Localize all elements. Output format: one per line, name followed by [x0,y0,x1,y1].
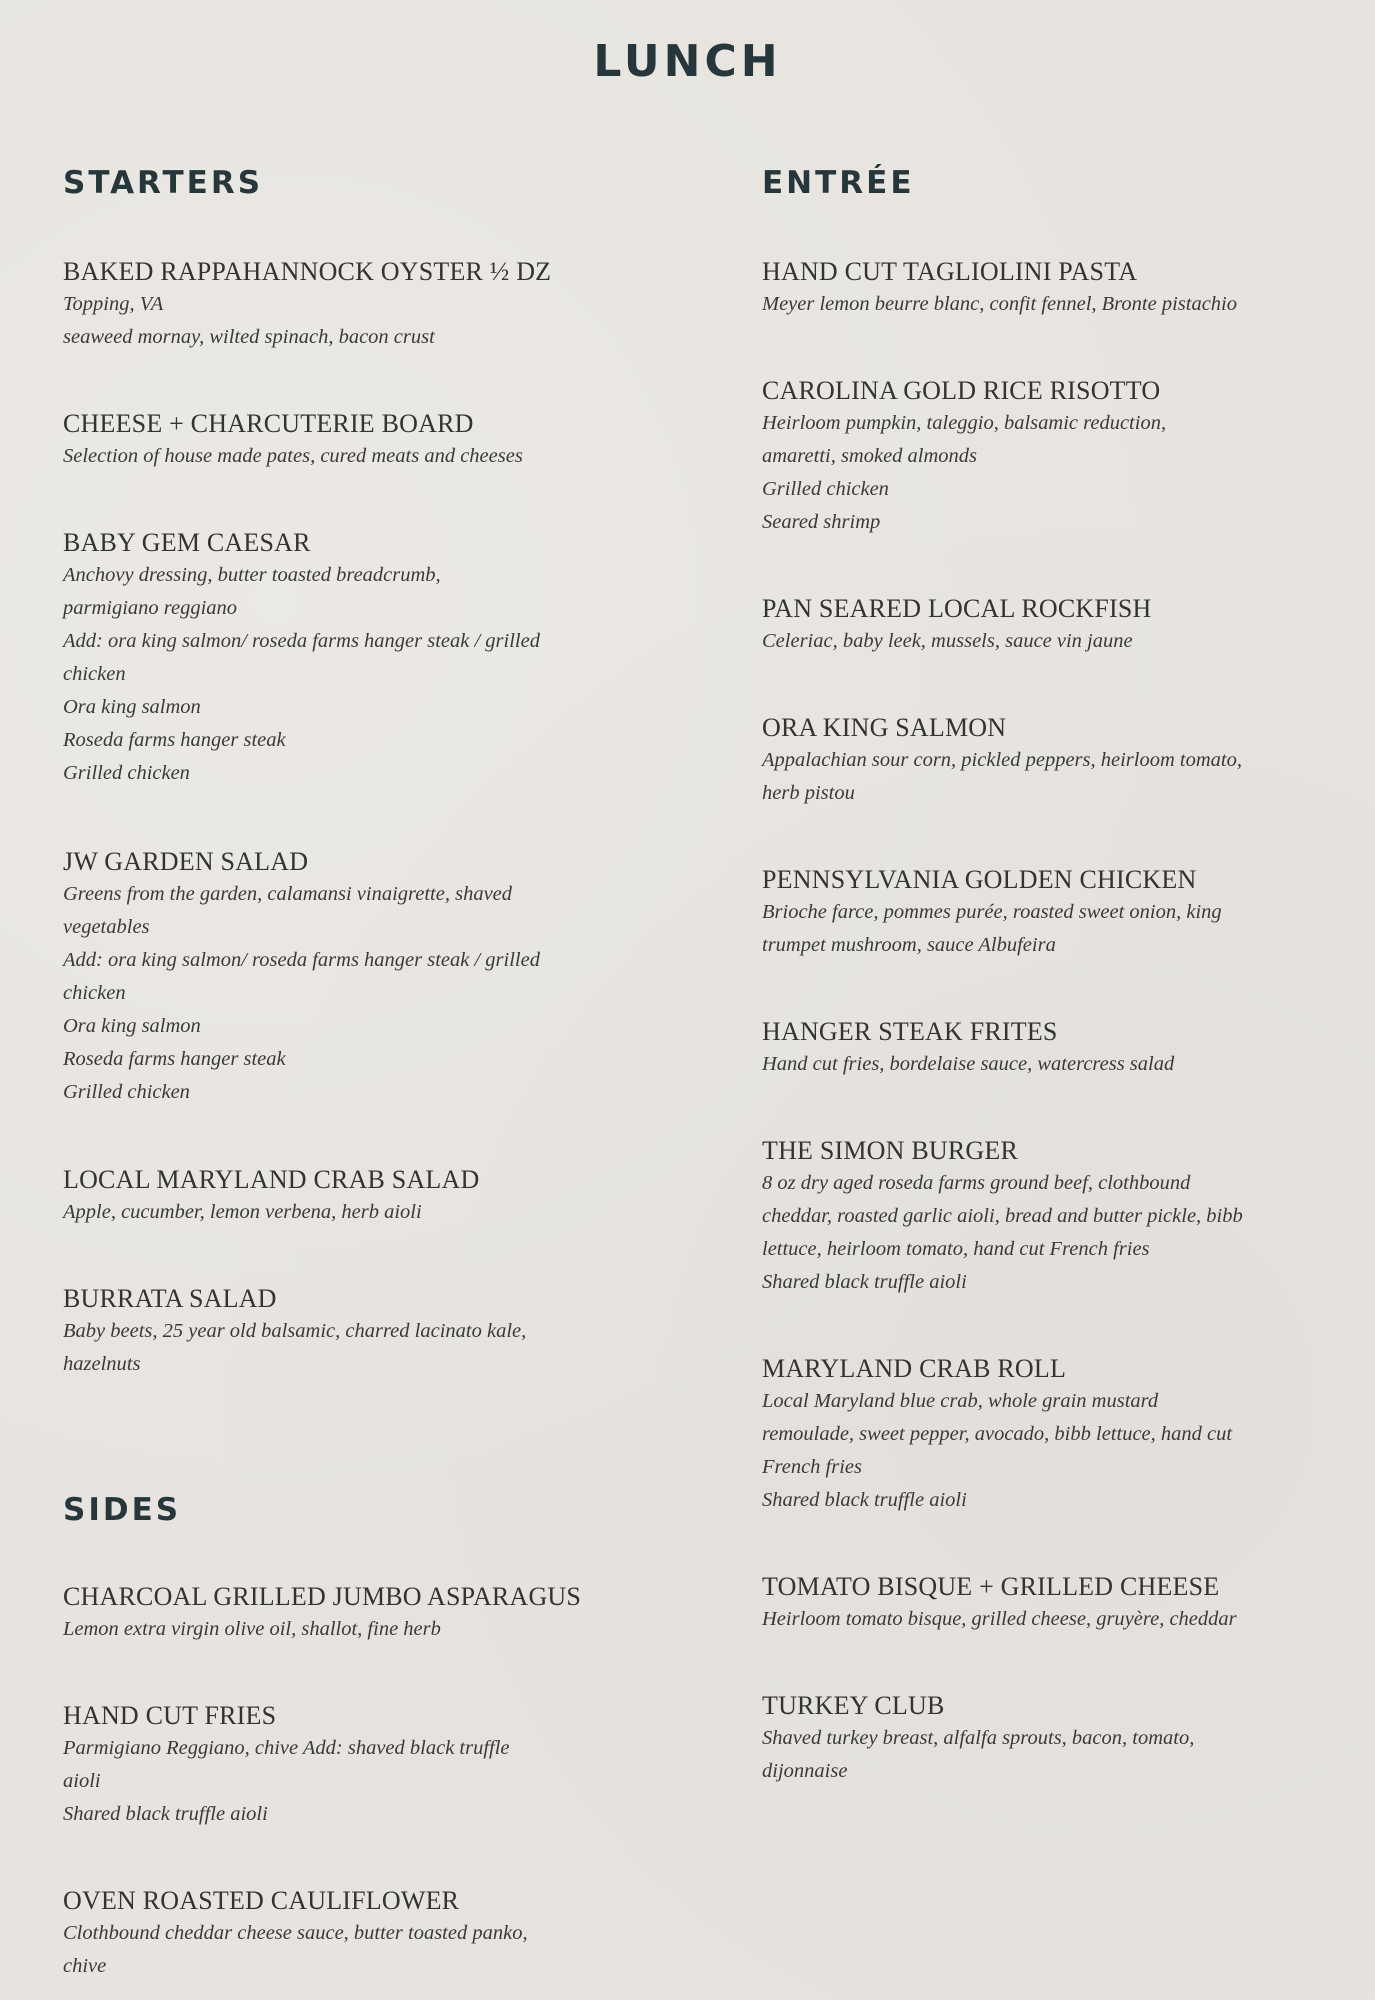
menu-item-name: JW GARDEN SALAD [63,847,309,876]
menu-item [762,1134,1332,1299]
menu-item-description: Heirloom pumpkin, taleggio, balsamic reduction, [762,412,1167,434]
menu-item-description: Topping, VA [63,293,164,315]
menu-item-option: Roseda farms hanger steak [63,729,286,751]
menu-item-description: chicken [63,982,126,1004]
menu-item-description: vegetables [63,916,150,938]
menu-item-name: MARYLAND CRAB ROLL [762,1354,1067,1383]
section-heading-sides: SIDES [63,1492,182,1528]
menu-item-option: Roseda farms hanger steak [63,1048,286,1070]
menu-item-name: CAROLINA GOLD RICE RISOTTO [762,376,1161,405]
menu-item-description: lettuce, heirloom tomato, hand cut French fries [762,1238,1150,1260]
page-title: LUNCH [593,36,782,87]
menu-item-option: Shared black truffle aioli [762,1271,967,1293]
menu-item-option: Grilled chicken [762,478,889,500]
menu-item-description: herb pistou [762,782,855,804]
menu-item [63,255,633,354]
menu-item-name: OVEN ROASTED CAULIFLOWER [63,1886,460,1915]
menu-item [63,1163,633,1229]
menu-item-description: Local Maryland blue crab, whole grain mustard [762,1390,1159,1412]
menu-item [63,1699,633,1831]
menu-item-description: Appalachian sour corn, pickled peppers, heirloom tomato, [762,749,1242,771]
menu-item-option: Grilled chicken [63,1081,190,1103]
menu-item [63,1580,633,1646]
menu-item-option: Shared black truffle aioli [762,1489,967,1511]
menu-item-description: hazelnuts [63,1353,141,1375]
section-heading-starters: STARTERS [63,165,264,201]
menu-item-name: HAND CUT TAGLIOLINI PASTA [762,257,1138,286]
menu-item-description: chicken [63,663,126,685]
menu-item-description: Hand cut fries, bordelaise sauce, watercress salad [762,1053,1175,1075]
menu-item-description: trumpet mushroom, sauce Albufeira [762,934,1056,956]
menu-item-name: BAKED RAPPAHANNOCK OYSTER ½ DZ [63,257,552,286]
menu-item-description: Celeriac, baby leek, mussels, sauce vin jaune [762,630,1133,652]
menu-item-description: aioli [63,1770,101,1792]
menu-item-option: Ora king salmon [63,1015,201,1037]
menu-item-description: parmigiano reggiano [63,597,238,619]
menu-item [63,526,633,790]
menu-item-description: Apple, cucumber, lemon verbena, herb aioli [63,1201,422,1223]
menu-item-name: BABY GEM CAESAR [63,528,311,557]
menu-item-description: cheddar, roasted garlic aioli, bread and butter pickle, bibb [762,1205,1243,1227]
menu-item [762,711,1332,810]
menu-item-description: remoulade, sweet pepper, avocado, bibb lettuce, hand cut [762,1423,1233,1445]
section-heading-entree: ENTRÉE [762,165,915,201]
menu-item-description: dijonnaise [762,1760,848,1782]
menu-item-description: Lemon extra virgin olive oil, shallot, fine herb [63,1618,441,1640]
menu-item-description: amaretti, smoked almonds [762,445,978,467]
menu-item-description: Heirloom tomato bisque, grilled cheese, gruyère, cheddar [762,1608,1237,1630]
menu-item-description: Brioche farce, pommes purée, roasted sweet onion, king [762,901,1222,923]
menu-item [762,1015,1332,1081]
menu-item-name: HANGER STEAK FRITES [762,1017,1058,1046]
menu-item-description: Add: ora king salmon/ roseda farms hanger steak / grilled [63,949,540,971]
menu-item [762,592,1332,658]
menu-item-description: Baby beets, 25 year old balsamic, charred lacinato kale, [63,1320,527,1342]
menu-item-name: TOMATO BISQUE + GRILLED CHEESE [762,1572,1220,1601]
menu-item [63,1884,633,1983]
menu-item [762,1570,1332,1636]
menu-item-description: Meyer lemon beurre blanc, confit fennel, Bronte pistachio [762,293,1237,315]
menu-item-name: CHARCOAL GRILLED JUMBO ASPARAGUS [63,1582,582,1611]
menu-item-name: PENNSYLVANIA GOLDEN CHICKEN [762,865,1197,894]
menu-item-description: Anchovy dressing, butter toasted breadcrumb, [63,564,441,586]
menu-item [63,407,633,473]
menu-item-description: Selection of house made pates, cured meats and cheeses [63,445,523,467]
menu-item [762,1689,1332,1788]
menu-item [762,1352,1332,1517]
menu-item-name: TURKEY CLUB [762,1691,945,1720]
menu-item [762,863,1332,962]
menu-item-name: CHEESE + CHARCUTERIE BOARD [63,409,474,438]
menu-item-name: HAND CUT FRIES [63,1701,277,1730]
menu-item-name: ORA KING SALMON [762,713,1007,742]
menu-item-description: 8 oz dry aged roseda farms ground beef, clothbound [762,1172,1191,1194]
menu-item-option: Grilled chicken [63,762,190,784]
menu-item-option: Shared black truffle aioli [63,1803,268,1825]
menu-item-name: LOCAL MARYLAND CRAB SALAD [63,1165,480,1194]
menu-item [63,1282,633,1381]
menu-item-description: Greens from the garden, calamansi vinaigrette, shaved [63,883,513,905]
menu-item-description: seaweed mornay, wilted spinach, bacon crust [63,326,435,348]
menu-item-name: THE SIMON BURGER [762,1136,1018,1165]
menu-item-name: BURRATA SALAD [63,1284,277,1313]
menu-item-description: Clothbound cheddar cheese sauce, butter toasted panko, [63,1922,528,1944]
menu-item-name: PAN SEARED LOCAL ROCKFISH [762,594,1152,623]
menu-item-description: Parmigiano Reggiano, chive Add: shaved black truffle [63,1737,510,1759]
menu-item-description: French fries [762,1456,863,1478]
menu-item [762,374,1332,539]
menu-item-description: chive [63,1955,107,1977]
menu-item-option: Seared shrimp [762,511,881,533]
menu-item-description: Add: ora king salmon/ roseda farms hanger steak / grilled [63,630,540,652]
menu-item [762,255,1332,321]
menu-item-option: Ora king salmon [63,696,201,718]
menu-item-description: Shaved turkey breast, alfalfa sprouts, bacon, tomato, [762,1727,1195,1749]
menu-item [63,845,633,1109]
